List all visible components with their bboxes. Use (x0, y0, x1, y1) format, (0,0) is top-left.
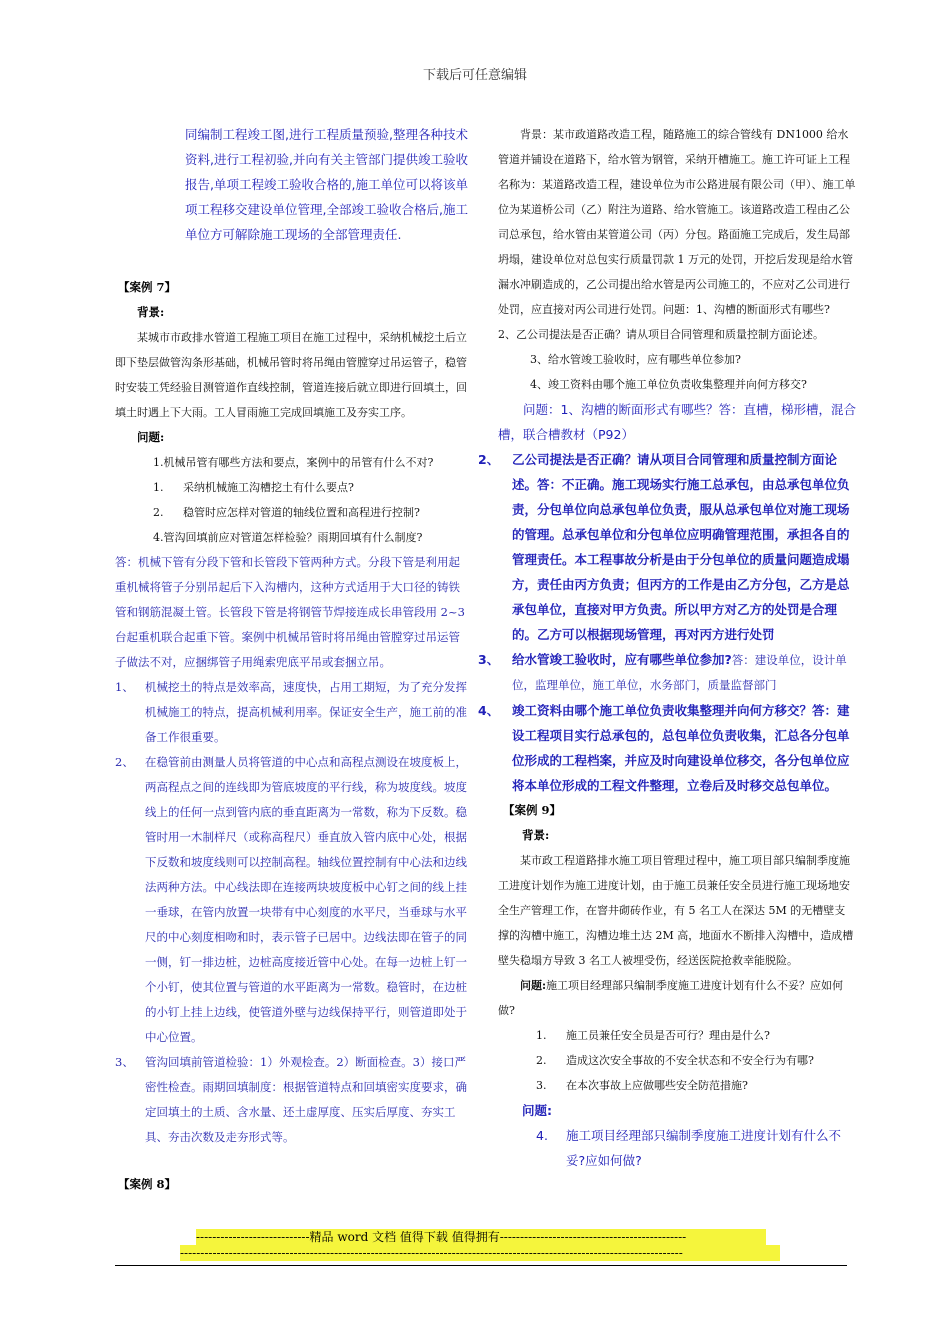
case9-question-2 (478, 1048, 856, 1073)
list-text: 施工项目经理部只编制季度施工进度计划有什么不妥?应如何做? (566, 1128, 842, 1168)
case7-question-2 (115, 475, 468, 500)
list-number: 1. (536, 1029, 547, 1042)
case9-question-main (478, 973, 856, 1023)
case7-question-label: 问题: (137, 430, 165, 444)
case7-background-label: 背景: (137, 305, 165, 319)
list-number: 3. (536, 1079, 547, 1092)
question-label: 问题: (520, 979, 547, 992)
list-number: 2. (153, 506, 164, 519)
list-text: 造成这次安全事故的不安全状态和不安全行为有哪? (566, 1054, 814, 1067)
list-text (512, 447, 856, 647)
list-text: 在稳管前由测量人员将管道的中心点和高程点测设在坡度板上，两高程点之间的连线即为管底坡度的平行线，称为坡度线。坡度线上的任何一点到管内底的垂直距离为一常数，称为下反数。稳管时用一木制样尺（或称高程尺）垂直放入管内底中心处，根据下反数和坡度线则可以控制高程。轴线位置控制有中心法和边线法两种方法。中心线法即在连接两块坡度板中心钉之间的线上挂一垂球，在管内放置一块带有中心刻度的水平尺，当垂球与水平尺的中心刻度相吻和时，表示管子已居中。边线法即在管子的同一侧，钉一排边桩，边桩高度接近管中心处。在每一边桩上钉一个小钉，使其位置与管道的水平距离为一常数。稳管时，在边桩的小钉上挂上边线，使管道外壁与边线保持平行，则管道即处于中心位置。 (145, 755, 467, 1044)
page-header: 下载后可任意编辑 (422, 68, 527, 83)
list-text: 在本次事故上应做哪些安全防范措施? (566, 1079, 748, 1092)
case9-answer-4 (478, 1123, 856, 1173)
list-number: 2、 (478, 452, 500, 467)
case7-answer: 答：机械下管有分段下管和长管段下管两种方式。分段下管是利用起重机械将管子分别吊起后下入沟槽内，这种方式适用于大口径的铸铁管和钢筋混凝土管。长管段下管是将钢管节焊接连成长串管段用 2~3 台起重机联合起重下管。案例中机械吊管时将吊绳由管膛穿过吊运管子做法不对，应捆绑管子用绳索兜底平吊或套捆立吊。 (115, 555, 465, 669)
answer-body: 不正确。施工现场实行施工总承包，由总承包单位负责，分包单位向总承包单位负责，服从总承包单位对施工现场的管理。总承包单位和分包单位应明确管理范围，承担各自的管理责任。本工程事故分析是由于分包单位的质量问题造成塌方，责任由丙方负责；但丙方的工作是由乙方分包，乙方是总承包单位，直接对甲方负责。所以甲方对乙方的处罚是合理的。乙方可以根据现场管理，再对丙方进行处罚 (512, 477, 850, 642)
list-text: 稳管时应怎样对管道的轴线位置和高程进行控制? (183, 506, 420, 519)
question-text: 施工项目经理部只编制季度施工进度计划有什么不妥？应如何做? (498, 979, 844, 1017)
case9-background: 某市政工程道路排水施工项目管理过程中，施工项目部只编制季度施工进度计划作为施工进度计划，由于施工员兼任安全员进行施工现场地安全生产管理工作，在窨井砌砖作业，有 5 名工人在深达 5M 的无槽壁支撑的沟槽中施工，沟槽边堆土达 2M 高，地面水不断排入沟槽中，造成槽壁失稳塌方导致 3 名工人被埋受伤，经送医院抢救幸能脱险。 (498, 854, 854, 967)
left-column (115, 122, 468, 1197)
case8-question-2: 2、乙公司提法是否正确？请从项目合同管理和质量控制方面论述。 (498, 328, 824, 341)
list-number: 3、 (478, 652, 500, 667)
case7-background: 某城市市政排水管道工程施工项目在施工过程中，采纳机械挖土后立即下垫层做管沟条形基础，机械吊管时将吊绳由管膛穿过吊运管子，稳管时安装工凭经验目测管道作直线控制，管道连接后就立即进行回填土，回填土时遇上下大雨。工人冒雨施工完成回填施工及夯实工序。 (115, 331, 467, 419)
footer-banner-line-2: ---------------------------------------------------------------------------------------------------------------------------- (180, 1245, 780, 1261)
case7-answer-2 (115, 750, 468, 1050)
list-number: 3、 (115, 1055, 134, 1069)
answer-question: 给水管竣工验收时，应有哪些单位参加? (512, 652, 732, 667)
case7-answer-1 (115, 675, 468, 750)
case8-title: 【案例 8】 (118, 1177, 177, 1191)
list-text: 施工员兼任安全员是否可行？理由是什么? (566, 1029, 770, 1042)
case8-answer-3 (478, 647, 856, 698)
case7-title: 【案例 7】 (118, 280, 177, 294)
list-number: 4. (536, 1128, 548, 1143)
right-column (478, 122, 856, 1173)
case8-background: 背景：某市政道路改造工程，随路施工的综合管线有 DN1000 给水管道并铺设在道路下，给水管为钢管，采纳开槽施工。施工许可证上工程名称为：某道路改造工程，建设单位为市公路进展有限公司（甲）、施工单位为某道桥公司（乙）附注为道路、给水管施工。该道路改造工程由乙公司总承包，给水管由某管道公司（丙）分包。路面施工完成后，发生局部坍塌，建设单位对总包实行质量罚款 1 万元的处罚，开挖后发现是给水管漏水冲刷造成的，乙公司提出给水管是丙公司施工的，不应对乙公司进行处罚，应直接对丙公司进行处罚。问题：1、沟槽的断面形式有哪些? (498, 128, 856, 316)
case7-question-4: 4.管沟回填前应对管道怎样检验？雨期回填有什么制度? (153, 531, 423, 544)
answer-body: 答：建设单位，设计单位，监理单位，施工单位，水务部门，质量监督部门 (512, 653, 847, 692)
case8-answer-2 (478, 447, 856, 647)
case7-answer-3 (115, 1050, 468, 1150)
list-number: 4、 (478, 703, 500, 718)
case9-background-label: 背景: (522, 828, 550, 842)
case9-question-3 (478, 1073, 856, 1098)
case9-question-1 (478, 1023, 856, 1048)
case7-question-1: 1.机械吊管有哪些方法和要点，案例中的吊管有什么不对? (153, 456, 434, 469)
list-number: 2. (536, 1054, 547, 1067)
footer-divider (115, 1265, 847, 1266)
list-number: 2、 (115, 755, 134, 769)
list-number: 1. (153, 481, 164, 494)
case9-title: 【案例 9】 (503, 803, 562, 817)
footer-banner-line-1: ----------------------------精品 word 文档 值得下载 值得拥有---------------------------------------------- (196, 1229, 766, 1245)
case8-answer-1: 问题：1、沟槽的断面形式有哪些？答：直槽，梯形槽，混合槽，联合槽教材（P92） (498, 402, 856, 442)
list-text: 机械挖土的特点是效率高，速度快，占用工期短，为了充分发挥机械施工的特点，提高机械利用率。保证安全生产，施工前的准备工作很重要。 (145, 680, 467, 744)
list-text: 管沟回填前管道检验：1）外观检查。2）断面检查。3）接口严密性检查。雨期回填制度：根据管道特点和回填密实度要求，确定回填土的土质、含水量、还土虚厚度、压实后厚度、夯实工具、夯击次数及走夯形式等。 (145, 1055, 467, 1144)
intro-paragraph: 同编制工程竣工图,进行工程质量预验,整理各种技术资料,进行工程初验,并向有关主管部门提供竣工验收报告,单项工程竣工验收合格的,施工单位可以将该单项工程移交建设单位管理,全部竣工验收合格后,施工单位方可解除施工现场的全部管理责任. (185, 127, 468, 242)
case9-answer-label: 问题: (522, 1103, 552, 1118)
case8-question-3: 3、给水管竣工验收时，应有哪些单位参加? (530, 353, 741, 366)
case7-question-3 (115, 500, 468, 525)
answer-question: 乙公司提法是否正确？请从项目合同管理和质量控制方面论述。答： (512, 452, 838, 492)
list-text: 采纳机械施工沟槽挖土有什么要点? (183, 481, 354, 494)
list-text: 竣工资料由哪个施工单位负责收集整理并向何方移交？答：建设工程项目实行总承包的，总包单位负责收集，汇总各分包单位形成的工程档案，并应及时向建设单位移交，各分包单位应将本单位形成的工程文件整理，立卷后及时移交总包单位。 (512, 703, 850, 793)
case8-question-4: 4、竣工资料由哪个施工单位负责收集整理并向何方移交? (530, 378, 807, 391)
list-number: 1、 (115, 680, 134, 694)
case8-answer-4 (478, 698, 856, 798)
